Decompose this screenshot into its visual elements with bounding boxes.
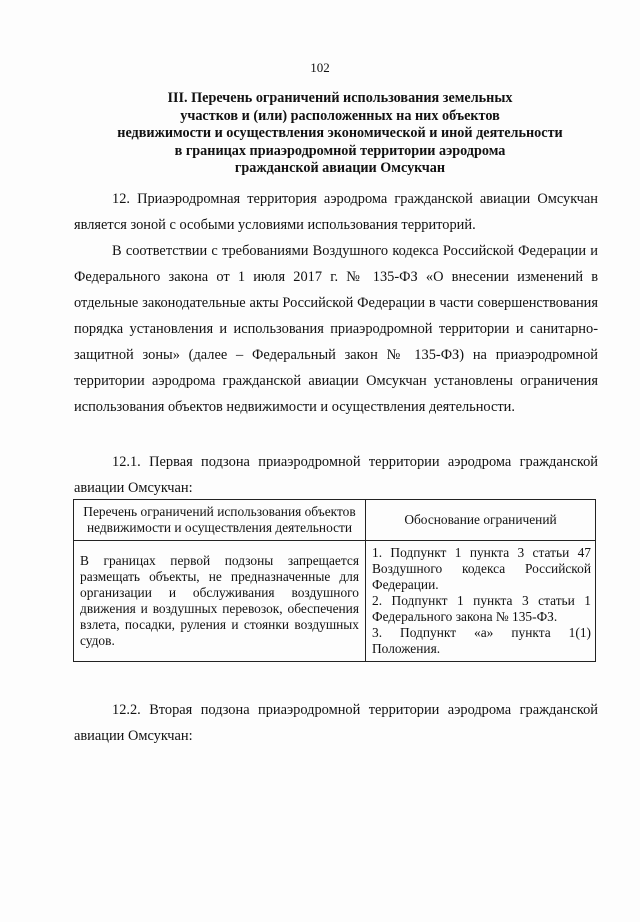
paragraph-12-2: 12.2. Вторая подзона приаэродромной территории аэродрома гражданской авиации Омсукчан: xyxy=(74,702,598,744)
heading-line: в границах приаэродромной территории аэродрома xyxy=(174,142,506,159)
heading-line: III. Перечень ограничений использования земельных xyxy=(167,90,513,106)
heading-line: участков и (или) расположенных на них объектов xyxy=(180,107,500,124)
section-heading xyxy=(80,90,600,178)
heading-line: гражданской авиации Омсукчан xyxy=(234,160,446,177)
paragraph-12: 12. Приаэродромная территория аэродрома гражданской авиации Омсукчан является зоной с особыми условиями использования территорий. xyxy=(74,191,598,233)
table-header-justification: Обоснование ограничений xyxy=(366,500,596,541)
table-row xyxy=(74,541,596,662)
justification-item: 3. Подпункт «а» пункта 1(1) Положения. xyxy=(372,625,591,656)
table-cell-restriction: В границах первой подзоны запрещается размещать объекты, не предназначенные для организации и обслуживания воздушного движения и воздушных перевозок, обеспечения взлета, посадки, руления и стоянки воздушных судов. xyxy=(74,541,366,662)
restrictions-table xyxy=(73,499,596,662)
justification-item: 1. Подпункт 1 пункта 3 статьи 47 Воздушного кодекса Российской Федерации. xyxy=(372,545,591,592)
table-cell-justification xyxy=(366,541,596,662)
paragraph-legal-basis: В соответствии с требованиями Воздушного кодекса Российской Федерации и Федерального закона от 1 июля 2017 г. № 135-ФЗ «О внесении изменений в отдельные законодательные акты Российской Федерации в части совершенствования порядка установления и использования приаэродромной территории и санитарно-защитной зоны» (далее – Федеральный закон № 135-ФЗ) на приаэродромной территории аэродрома гражданской авиации Омсукчан установлены ограничения использования объектов недвижимости и осуществления деятельности. xyxy=(74,243,598,415)
justification-item: 2. Подпункт 1 пункта 3 статьи 1 Федерального закона № 135-ФЗ. xyxy=(372,593,591,624)
paragraph-12-1: 12.1. Первая подзона приаэродромной территории аэродрома гражданской авиации Омсукчан: xyxy=(74,454,598,496)
heading-line: недвижимости и осуществления экономической и иной деятельности xyxy=(117,125,563,142)
table-header-row xyxy=(74,500,596,541)
page-number: 102 xyxy=(310,60,330,75)
table-header-restrictions: Перечень ограничений использования объектов недвижимости и осуществления деятельности xyxy=(74,500,366,541)
